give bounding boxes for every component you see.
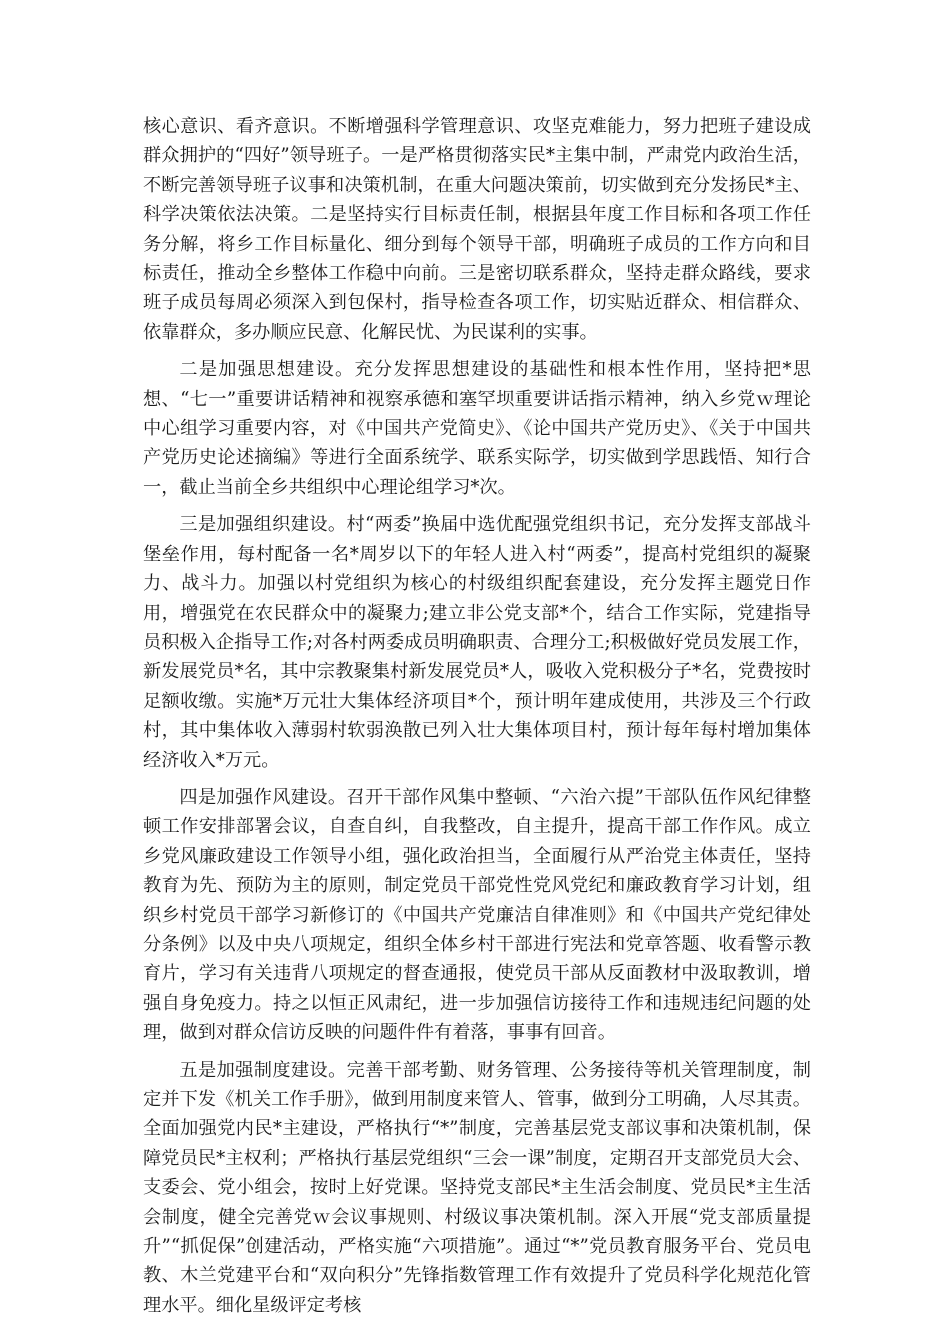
document-body xyxy=(143,112,811,1328)
paragraph-work-style-building: 四是加强作风建设。召开干部作风集中整顿、“六治六提”干部队伍作风纪律整顿工作安排部署会议，自查自纠，自我整改，自主提升，提高干部工作作风。成立乡党风廉政建设工作领导小组，强化政治担当，全面履行从严治党主体责任，坚持教育为先、预防为主的原则，制定党员干部党性党风党纪和廉政教育学习计划，组织乡村党员干部学习新修订的《中国共产党廉洁自律准则》和《中国共产党纪律处分条例》以及中央八项规定，组织全体乡村干部进行宪法和党章答题、收看警示教育片，学习有关违背八项规定的督查通报，使党员干部从反面教材中汲取教训，增强自身免疫力。持之以恒正风肃纪，进一步加强信访接待工作和违规违纪问题的处理，做到对群众信访反映的问题件件有着落，事事有回音。 xyxy=(143,786,811,1044)
paragraph-ideological-building: 二是加强思想建设。充分发挥思想建设的基础性和根本性作用，坚持把*思想、“七一”重要讲话精神和视察承德和塞罕坝重要讲话指示精神，纳入乡党ｗ理论中心组学习重要内容，对《中国共产党简史》、《论中国共产党历史》、《关于中国共产党历史论述摘编》等进行全面系统学、联系实际学，切实做到学思践悟、知行合一，截止当前全乡共组织中心理论组学习*次。 xyxy=(143,359,811,498)
paragraph-core-awareness: 核心意识、看齐意识。不断增强科学管理意识、攻坚克难能力，努力把班子建设成群众拥护的“四好”领导班子。一是严格贯彻落实民*主集中制，严肃党内政治生活，不断完善领导班子议事和决策机制，在重大问题决策前，切实做到充分发扬民*主、科学决策依法决策。二是坚持实行目标责任制，根据县年度工作目标和各项工作任务分解，将乡工作目标量化、细分到每个领导干部，明确班子成员的工作方向和目标责任，推动全乡整体工作稳中向前。三是密切联系群众，坚持走群众路线，要求班子成员每周必须深入到包保村，指导检查各项工作，切实贴近群众、相信群众、依靠群众，多办顺应民意、化解民忧、为民谋利的实事。 xyxy=(143,116,811,343)
paragraph-system-building: 五是加强制度建设。完善干部考勤、财务管理、公务接待等机关管理制度，制定并下发《机关工作手册》，做到用制度来管人、管事，做到分工明确，人尽其责。全面加强党内民*主建设，严格执行“*”制度，完善基层党支部议事和决策机制，保障党员民*主权利；严格执行基层党组织“三会一课”制度，定期召开支部党员大会、支委会、党小组会，按时上好党课。坚持党支部民*主生活会制度、党员民*主生活会制度，健全完善党ｗ会议事规则、村级议事决策机制。深入开展“党支部质量提升”“抓促保”创建活动，严格实施“六项措施”。通过“*”党员教育服务平台、党员电教、木兰党建平台和“双向积分”先锋指数管理工作有效提升了党员科学化规范化管理水平。细化星级评定考核 xyxy=(143,1059,811,1316)
paragraph-organizational-building: 三是加强组织建设。村“两委”换届中选优配强党组织书记，充分发挥支部战斗堡垒作用，每村配备一名*周岁以下的年轻人进入村“两委”，提高村党组织的凝聚力、战斗力。加强以村党组织为核心的村级组织配套建设，充分发挥主题党日作用，增强党在农民群众中的凝聚力;建立非公党支部*个，结合工作实际，党建指导员积极入企指导工作;对各村两委成员明确职责、合理分工;积极做好党员发展工作，新发展党员*名，其中宗教聚集村新发展党员*人，吸收入党积极分子*名，党费按时足额收缴。实施*万元壮大集体经济项目*个，预计明年建成使用，共涉及三个行政村，其中集体收入薄弱村软弱涣散已列入壮大集体项目村，预计每年每村增加集体经济收入*万元。 xyxy=(143,514,811,771)
